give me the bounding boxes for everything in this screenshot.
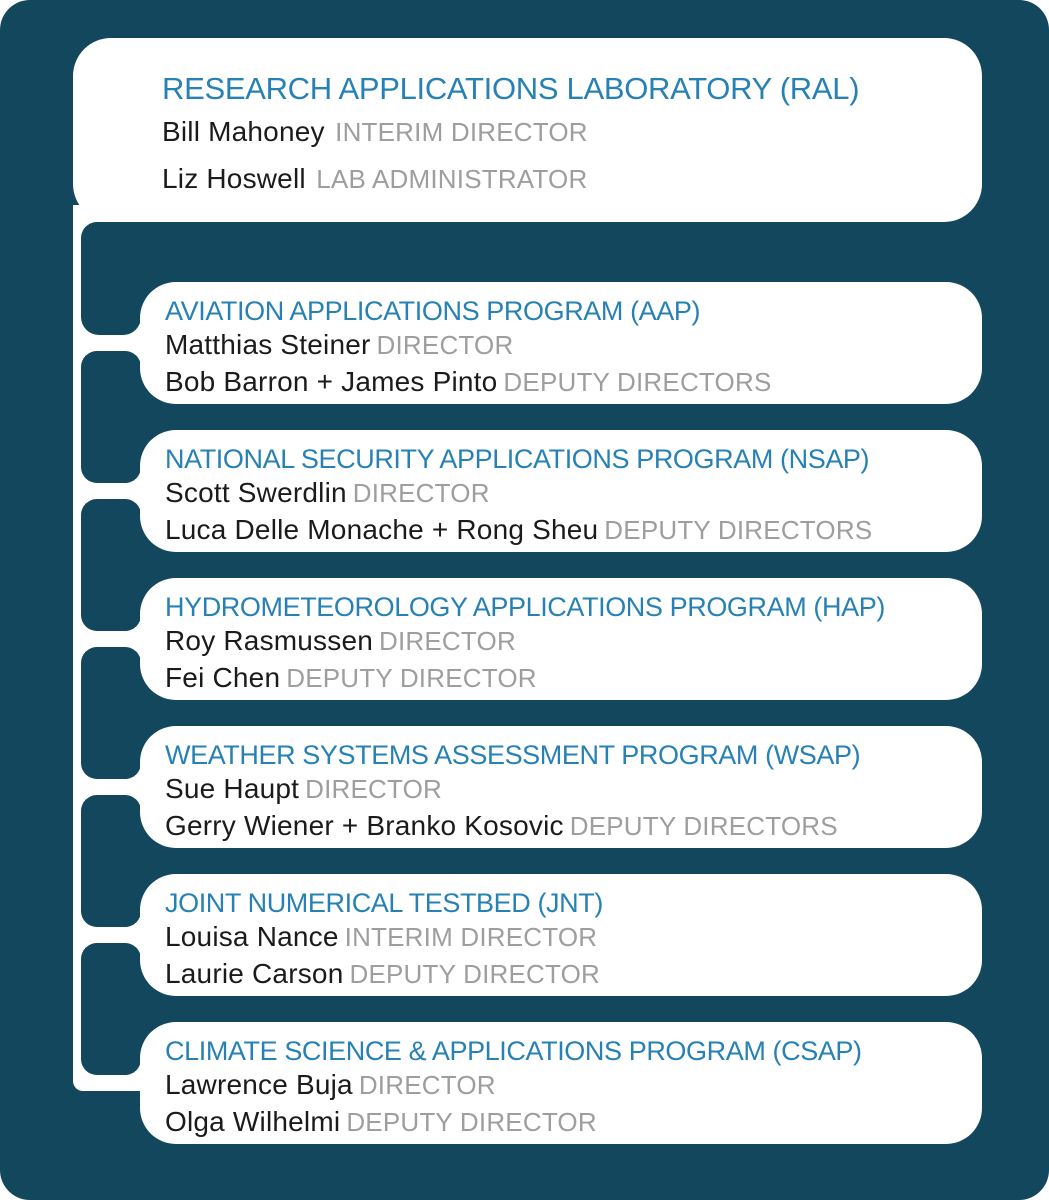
program-title: JOINT NUMERICAL TESTBED (JNT) [165, 888, 603, 918]
person-name: Laurie Carson [165, 958, 344, 989]
person-line [165, 921, 982, 958]
person-line [165, 477, 982, 514]
person-line [165, 625, 982, 662]
root-box-ral [73, 38, 982, 222]
person-name: Scott Swerdlin [165, 477, 347, 508]
program-box [140, 430, 982, 552]
person-role: DEPUTY DIRECTOR [346, 1107, 597, 1137]
person-name: Sue Haupt [165, 773, 300, 804]
person-name: Matthias Steiner [165, 329, 371, 360]
person-line [162, 158, 982, 205]
connector-gap [81, 647, 141, 779]
person-name: Bob Barron + James Pinto [165, 366, 498, 397]
root-box-title: RESEARCH APPLICATIONS LABORATORY (RAL) [162, 71, 860, 106]
connector-gap [81, 499, 141, 631]
person-role: LAB ADMINISTRATOR [316, 164, 588, 194]
program-title: AVIATION APPLICATIONS PROGRAM (AAP) [165, 296, 701, 326]
person-role: DEPUTY DIRECTOR [349, 959, 601, 989]
person-role: DEPUTY DIRECTORS [503, 367, 772, 397]
person-role: DIRECTOR [352, 478, 490, 508]
person-role: DIRECTOR [379, 626, 516, 656]
program-title: NATIONAL SECURITY APPLICATIONS PROGRAM (NSAP) [165, 444, 870, 474]
person-line [165, 1106, 982, 1143]
person-name: Bill Mahoney [162, 116, 325, 147]
person-line [162, 111, 982, 158]
person-name: Liz Hoswell [162, 163, 306, 194]
person-line [165, 773, 982, 810]
connector-gap [81, 795, 141, 927]
program-box [140, 874, 982, 996]
person-name: Lawrence Buja [165, 1069, 353, 1100]
connector-gap [81, 222, 141, 335]
person-name: Fei Chen [165, 662, 281, 693]
program-box [140, 578, 982, 700]
person-role: DEPUTY DIRECTORS [604, 515, 873, 545]
person-line [165, 810, 982, 847]
person-line [165, 662, 982, 699]
connector-gap [81, 943, 141, 1075]
person-line [165, 958, 982, 995]
person-name: Olga Wilhelmi [165, 1106, 341, 1137]
person-line [165, 514, 982, 551]
person-role: DIRECTOR [305, 774, 443, 804]
person-role: INTERIM DIRECTOR [335, 117, 588, 147]
person-line [165, 1069, 982, 1106]
person-role: DEPUTY DIRECTORS [569, 811, 838, 841]
person-role: INTERIM DIRECTOR [344, 922, 598, 952]
person-role: DIRECTOR [376, 330, 514, 360]
program-title: HYDROMETEOROLOGY APPLICATIONS PROGRAM (HAP) [165, 592, 885, 622]
person-line [165, 329, 982, 366]
program-title: WEATHER SYSTEMS ASSESSMENT PROGRAM (WSAP) [165, 740, 861, 770]
person-name: Gerry Wiener + Branko Kosovic [165, 810, 564, 841]
program-box [140, 282, 982, 404]
program-box [140, 726, 982, 848]
person-line [165, 366, 982, 403]
connector-gap [81, 351, 141, 483]
program-title: CLIMATE SCIENCE & APPLICATIONS PROGRAM (CSAP) [165, 1036, 862, 1066]
program-box [140, 1022, 982, 1144]
person-role: DEPUTY DIRECTOR [286, 663, 537, 693]
person-name: Roy Rasmussen [165, 625, 374, 656]
person-role: DIRECTOR [358, 1070, 496, 1100]
person-name: Louisa Nance [165, 921, 339, 952]
person-name: Luca Delle Monache + Rong Sheu [165, 514, 599, 545]
